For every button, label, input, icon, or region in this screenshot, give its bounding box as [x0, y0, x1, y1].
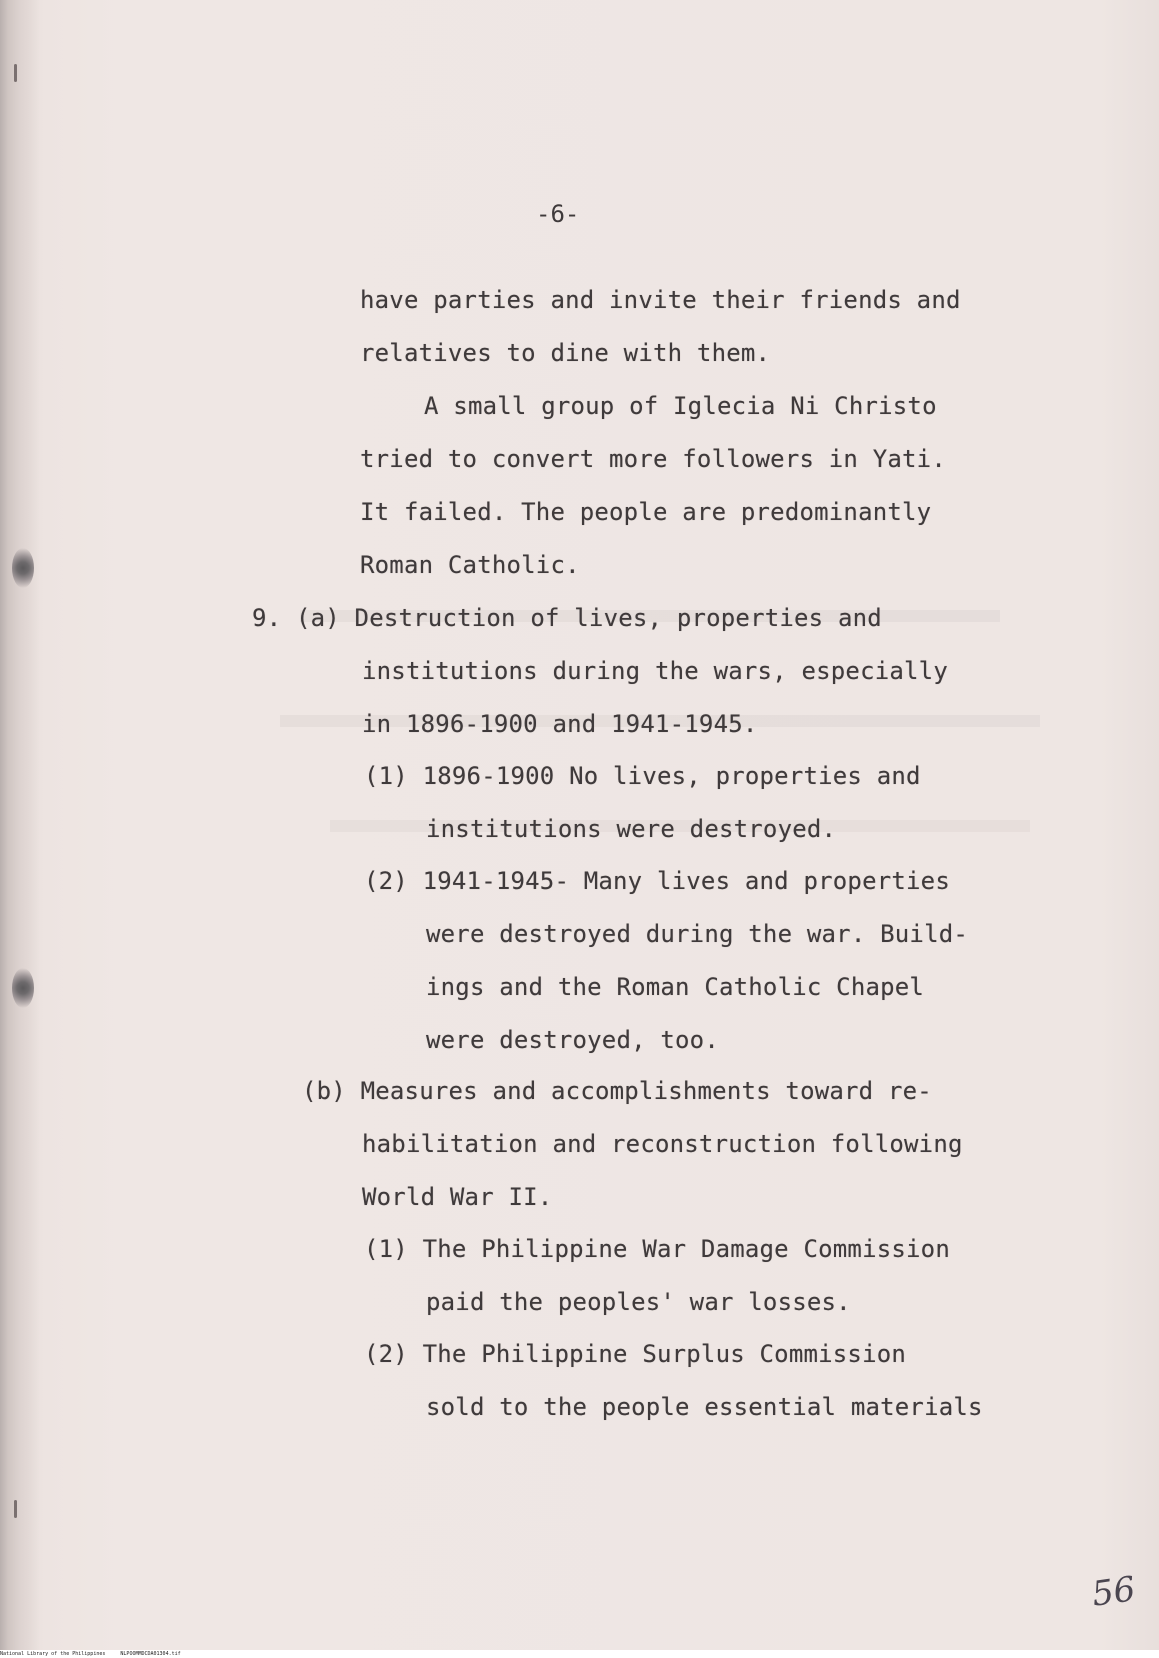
- text-line: institutions were destroyed.: [426, 815, 837, 843]
- page-number: -6-: [536, 200, 580, 228]
- list-item: (2) 1941-1945- Many lives and properties: [364, 867, 950, 895]
- list-item: (2) The Philippine Surplus Commission: [364, 1340, 907, 1368]
- margin-mark: [14, 64, 17, 82]
- text-line: sold to the people essential materials: [426, 1393, 983, 1421]
- text-line: relatives to dine with them.: [360, 339, 771, 367]
- section-heading: (b) Measures and accomplishments toward re-: [302, 1077, 932, 1105]
- text-line: paid the peoples' war losses.: [426, 1288, 851, 1316]
- text-line: in 1896-1900 and 1941-1945.: [362, 710, 758, 738]
- text-line: habilitation and reconstruction following: [362, 1130, 963, 1158]
- text-line: A small group of Iglecia Ni Christo: [424, 392, 937, 420]
- binding-edge: [0, 0, 40, 1650]
- text-line: Roman Catholic.: [360, 551, 580, 579]
- handwritten-page-number: 56: [1089, 1569, 1138, 1615]
- text-line: institutions during the wars, especially: [362, 657, 948, 685]
- scan-footer: National Library of the Philippines NLPOOMMDCDA01304.tif: [0, 1650, 1159, 1658]
- text-line: tried to convert more followers in Yati.: [360, 445, 946, 473]
- text-line: have parties and invite their friends and: [360, 286, 961, 314]
- text-line: It failed. The people are predominantly: [360, 498, 932, 526]
- text-line: World War II.: [362, 1183, 553, 1211]
- section-heading: 9. (a) Destruction of lives, properties and: [252, 604, 882, 632]
- punch-hole: [12, 968, 34, 1008]
- text-line: were destroyed during the war. Build-: [426, 920, 969, 948]
- text-line: ings and the Roman Catholic Chapel: [426, 973, 925, 1001]
- margin-mark: [14, 1500, 17, 1518]
- list-item: (1) 1896-1900 No lives, properties and: [364, 762, 921, 790]
- text-line: were destroyed, too.: [426, 1026, 719, 1054]
- list-item: (1) The Philippine War Damage Commission: [364, 1235, 950, 1263]
- punch-hole: [12, 548, 34, 588]
